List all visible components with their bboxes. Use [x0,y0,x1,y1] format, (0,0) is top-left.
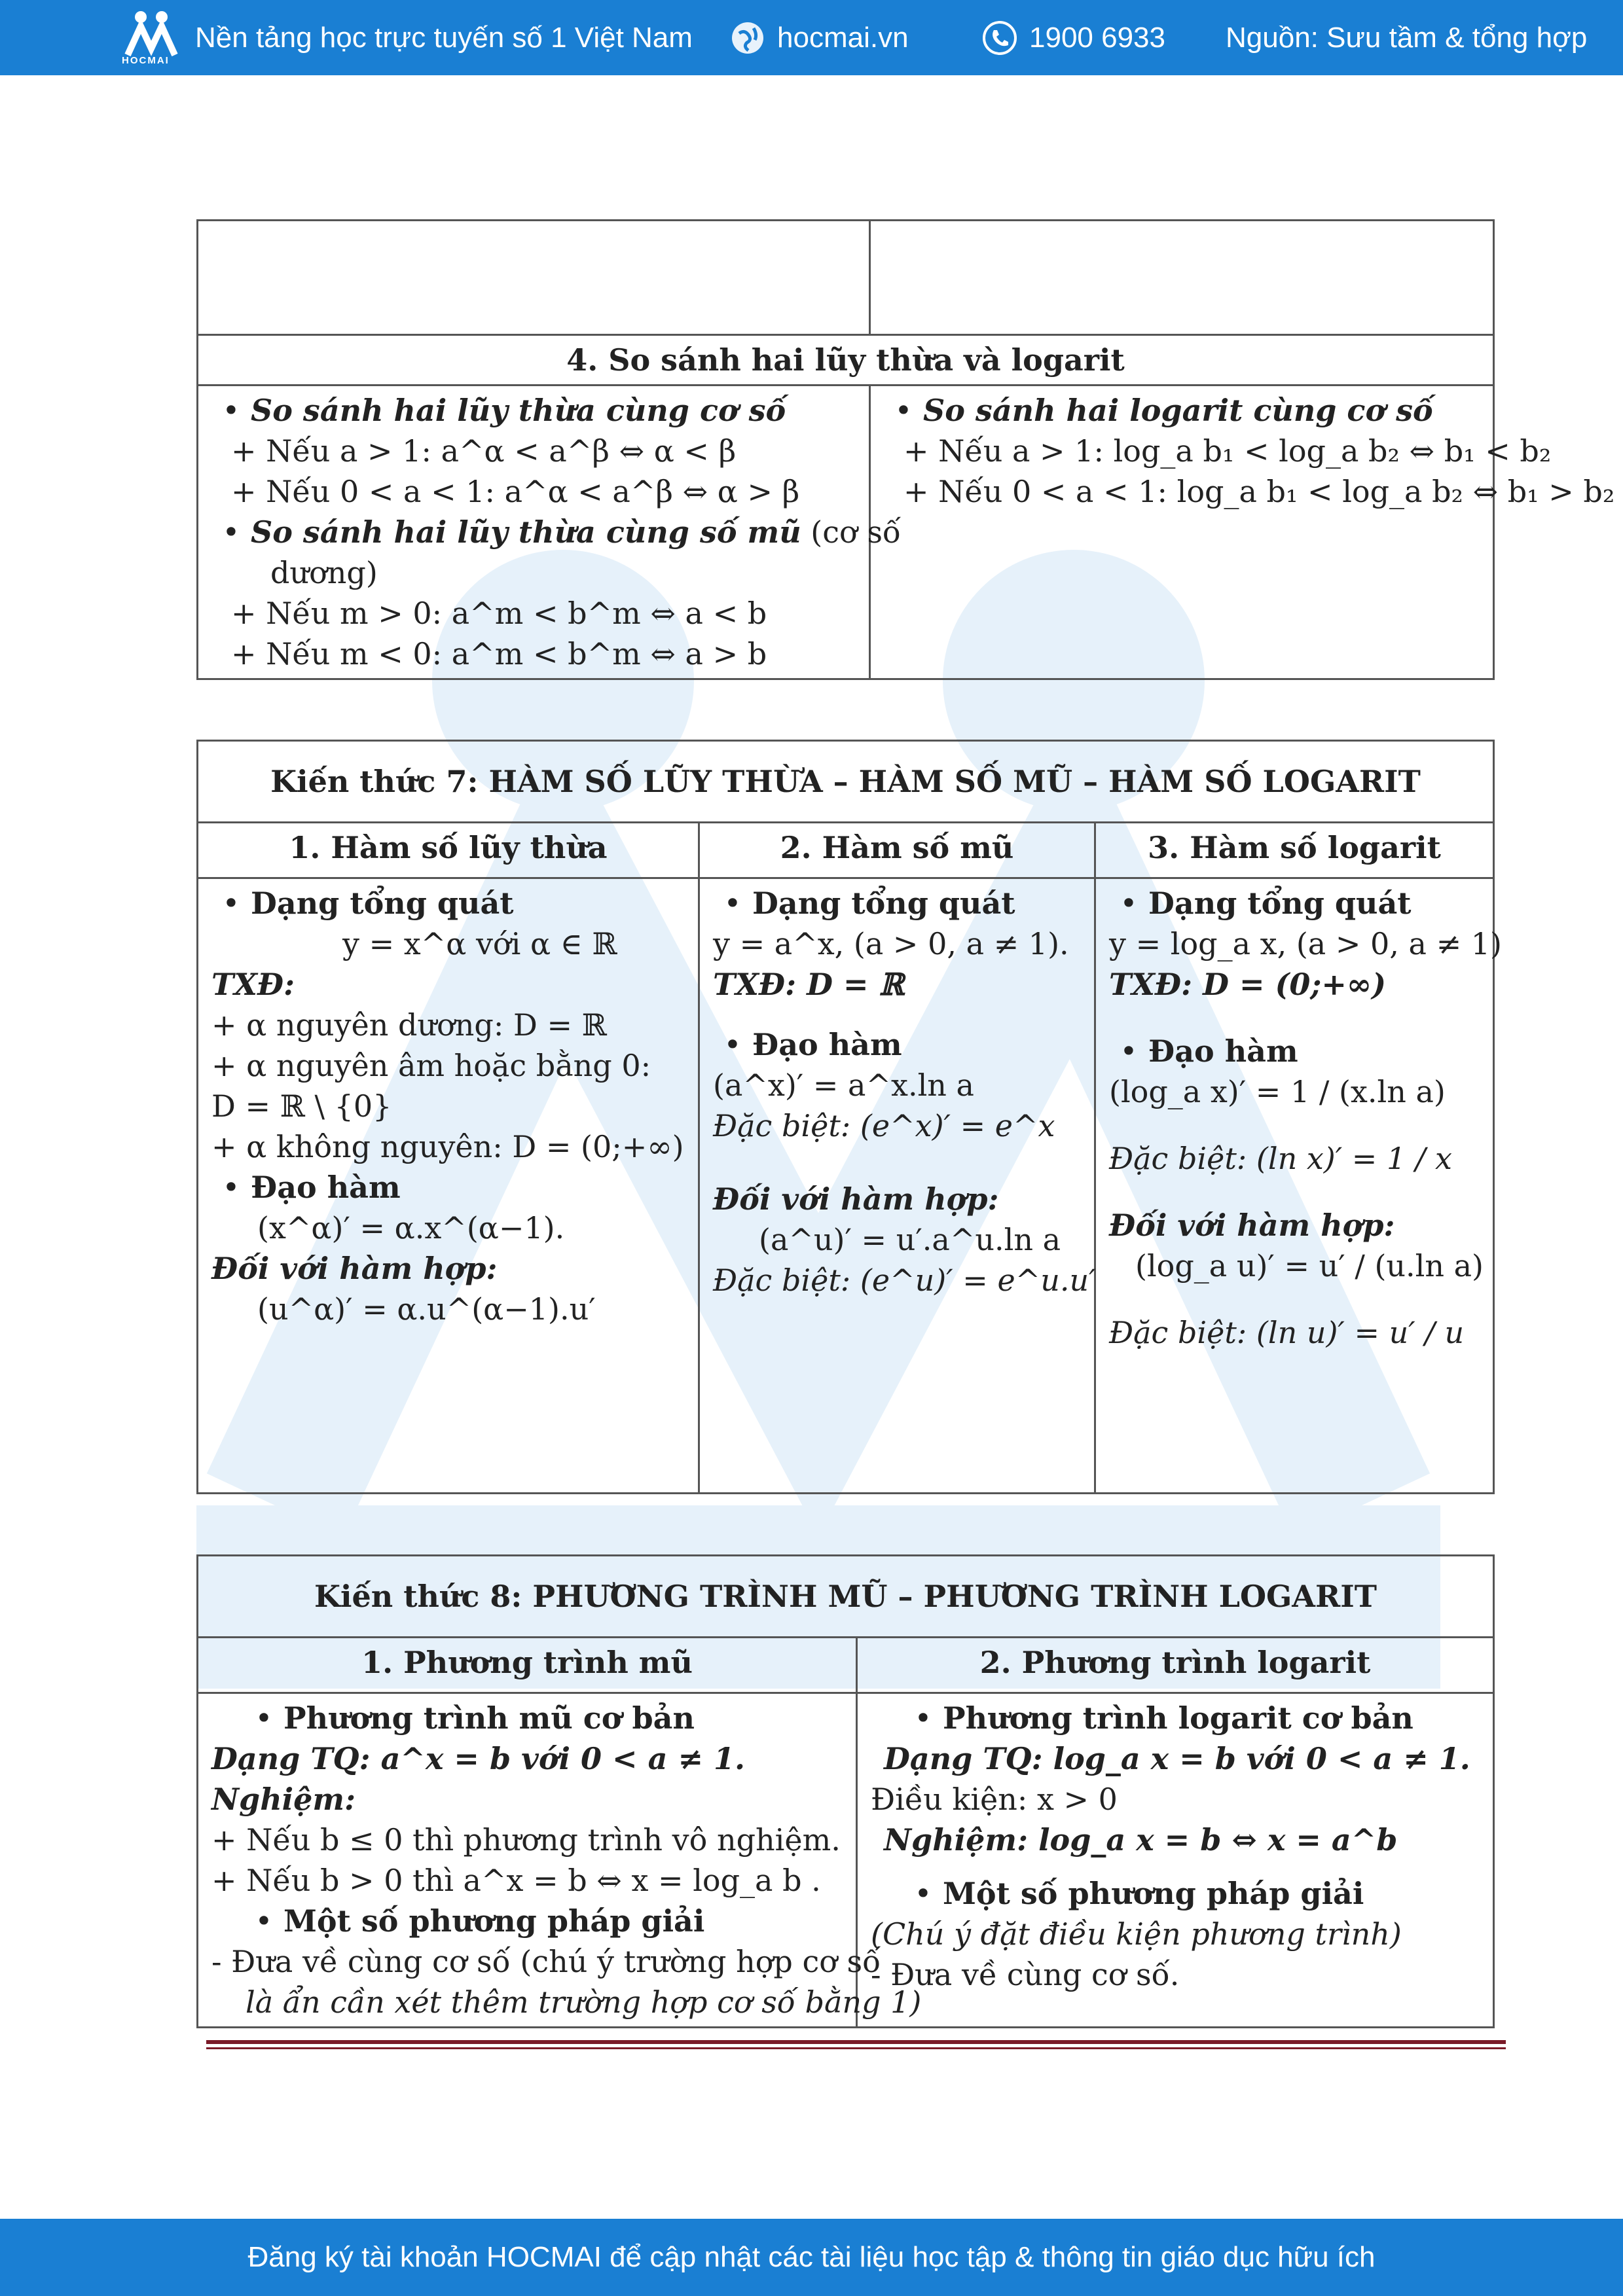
condition: Điều kiện: x > 0 [871,1782,1118,1817]
separator-line [206,2040,1506,2044]
bullet-heading: • Phương trình logarit cơ bản [871,1698,1480,1738]
bullet-heading: • Dạng tổng quát [211,883,685,924]
rule-line: + Nếu 0 < a < 1: log_a b₁ < log_a b₂ ⇔ b₁ > b₂ [903,474,1615,509]
column-header: 3. Hàm số logarit [1095,823,1494,878]
bullet-heading: • So sánh hai lũy thừa cùng cơ số [211,390,856,431]
method-note: (Chú ý đặt điều kiện phương trình) [871,1916,1402,1952]
composite-label: Đối với hàm hợp: [211,1251,498,1286]
composite-label: Đối với hàm hợp: [1109,1208,1395,1243]
phone-link[interactable] [982,0,1165,75]
bullet-heading: • Một số phương pháp giải [211,1901,843,1941]
bullet-heading: • Đạo hàm [211,1167,685,1208]
phone-text: 1900 6933 [1029,21,1165,54]
domain-label: TXĐ: [211,967,295,1002]
column-header: 2. Hàm số mũ [699,823,1095,878]
footer-bar[interactable] [0,2219,1623,2296]
special-case: Đặc biệt: (ln u)′ = u′ / u [1109,1315,1465,1350]
special-case: Đặc biệt: (ln x)′ = 1 / x [1109,1141,1452,1176]
website-text: hocmai.vn [777,21,909,54]
exponential-equation-cell [198,1693,922,2028]
general-form: Dạng TQ: a^x = b với 0 < a ≠ 1. [211,1741,746,1776]
domain-label: TXĐ: D = ℝ [713,967,904,1002]
source-note: Nguồn: Sưu tầm & tổng hợp [1226,21,1588,54]
composite-label: Đối với hàm hợp: [713,1181,999,1217]
bullet-heading-tail: (cơ số [801,514,902,550]
column-header: 2. Phương trình logarit [857,1638,1494,1693]
rule-line: + Nếu a > 1: log_a b₁ < log_a b₂ ⇔ b₁ < b₂ [903,433,1552,469]
general-form: Dạng TQ: log_a x = b với 0 < a ≠ 1. [884,1741,1470,1776]
formula: y = a^x, (a > 0, a ≠ 1). [713,926,1069,961]
solution-label: Nghiệm: log_a x = b ⇔ x = a^b [884,1822,1398,1857]
separator-line [206,2047,1506,2049]
bullet-heading: • Đạo hàm [1109,1031,1480,1071]
bullet-heading-row [211,512,902,552]
method-item: - Đưa về cùng cơ số. [871,1957,1180,1992]
domain-case: + α nguyên dương: D = ℝ [211,1007,607,1043]
logarithm-equation-cell [857,1693,1494,2028]
formula: (a^u)′ = u′.a^u.ln a [759,1222,1061,1257]
globe-icon [730,20,765,56]
bullet-heading: • Đạo hàm [713,1024,1081,1065]
header-bar [0,0,1623,75]
section-title: 4. So sánh hai lũy thừa và logarit [198,335,1494,386]
bullet-heading: • Dạng tổng quát [713,883,1081,924]
section-title: Kiến thức 7: HÀM SỐ LŨY THỪA – HÀM SỐ MŨ – HÀM SỐ LOGARIT [198,741,1494,823]
website-link[interactable] [730,0,909,75]
solution-label: Nghiệm: [211,1782,356,1817]
exponential-function-cell [699,878,1095,1494]
empty-cell [870,221,1494,335]
domain-case: + α không nguyên: D = (0;+∞) [211,1129,684,1164]
method-item: - Đưa về cùng cơ số (chú ý trường hợp cơ số [211,1944,881,1979]
bullet-heading-cont: dương) [270,555,378,590]
comparison-table [196,219,1615,680]
solution-case: + Nếu b ≤ 0 thì phương trình vô nghiệm. [211,1822,841,1857]
power-comparison-cell [198,386,902,679]
empty-cell [198,221,870,335]
domain-label: TXĐ: D = (0;+∞) [1109,967,1386,1002]
column-header: 1. Phương trình mũ [198,1638,857,1693]
functions-table [196,740,1502,1494]
bullet-heading: • Một số phương pháp giải [871,1873,1480,1914]
logo-text: HOCMAI [122,55,170,66]
phone-icon [982,20,1017,56]
equations-table [196,1554,1495,2028]
bullet-heading: • So sánh hai logarit cùng cơ số [884,390,1480,431]
formula: (u^α)′ = α.u^(α−1).u′ [257,1291,596,1327]
footer-text: Đăng ký tài khoản HOCMAI để cập nhật các tài liệu học tập & thông tin giáo dục hữu ích [247,2241,1376,2273]
rule-line: + Nếu 0 < a < 1: a^α < a^β ⇔ α > β [231,474,800,509]
rule-line: + Nếu m > 0: a^m < b^m ⇔ a < b [231,596,767,631]
log-comparison-cell [870,386,1615,679]
power-function-cell [198,878,699,1494]
bullet-heading: • So sánh hai lũy thừa cùng số mũ [211,514,801,550]
rule-line: + Nếu m < 0: a^m < b^m ⇔ a > b [231,636,767,672]
bullet-heading: • Dạng tổng quát [1109,883,1480,924]
formula: (a^x)′ = a^x.ln a [713,1067,974,1103]
domain-case: + α nguyên âm hoặc bằng 0: [211,1048,651,1083]
special-case: Đặc biệt: (e^u)′ = e^u.u′ [713,1263,1096,1298]
section-title: Kiến thức 8: PHƯƠNG TRÌNH MŨ – PHƯƠNG TRÌNH LOGARIT [198,1556,1494,1638]
formula: y = x^α với α ∈ ℝ [342,926,617,961]
method-item-cont: là ẩn cần xét thêm trường hợp cơ số bằng 1) [246,1984,922,2020]
special-case: Đặc biệt: (e^x)′ = e^x [713,1108,1055,1143]
formula: (log_a u)′ = u′ / (u.ln a) [1135,1248,1484,1283]
formula: y = log_a x, (a > 0, a ≠ 1) [1109,926,1502,961]
column-header: 1. Hàm số lũy thừa [198,823,699,878]
tagline: Nền tảng học trực tuyến số 1 Việt Nam [195,21,693,54]
formula: (x^α)′ = α.x^(α−1). [257,1210,565,1246]
formula: (log_a x)′ = 1 / (x.ln a) [1109,1074,1446,1109]
bullet-heading: • Phương trình mũ cơ bản [211,1698,843,1738]
solution-case: + Nếu b > 0 thì a^x = b ⇔ x = log_a b . [211,1863,821,1898]
rule-line: + Nếu a > 1: a^α < a^β ⇔ α < β [231,433,737,469]
domain-case: D = ℝ \ {0} [211,1088,392,1124]
logarithm-function-cell [1095,878,1502,1494]
